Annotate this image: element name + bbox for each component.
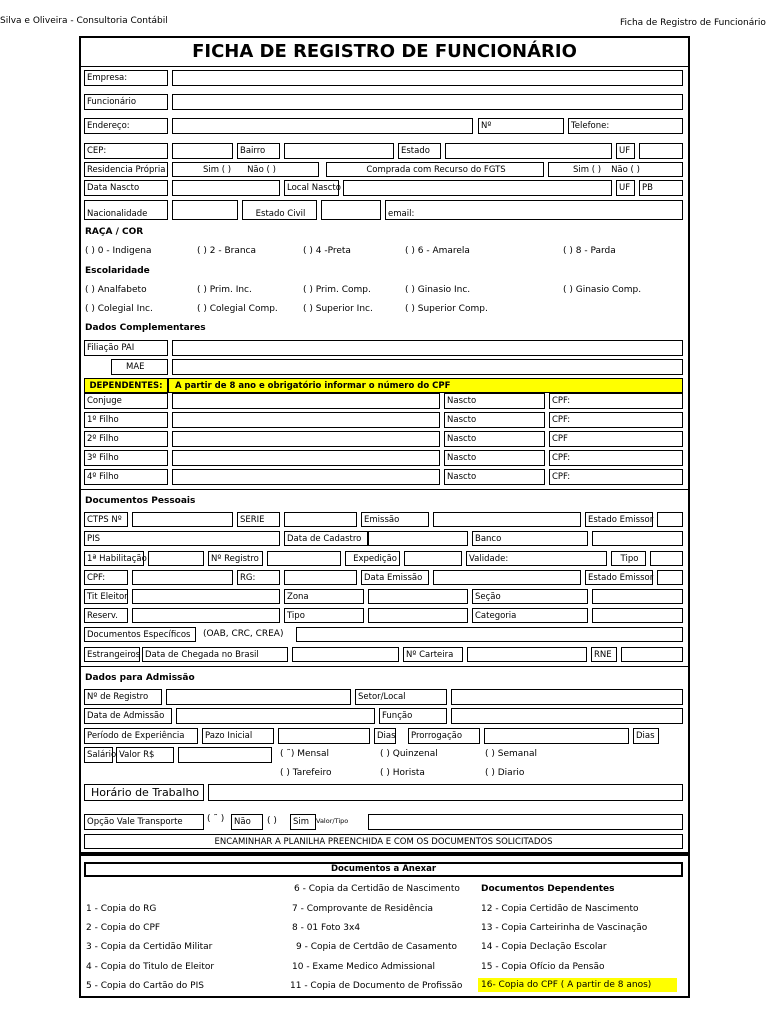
dep-nascto[interactable]: Nascto: [444, 431, 545, 447]
anexar-item: 10 - Exame Medico Admissional: [292, 962, 436, 972]
serie-label: SERIE: [237, 512, 280, 527]
cpf-label: CPF:: [84, 570, 128, 585]
dep-cpf[interactable]: CPF:: [549, 469, 683, 485]
rne-label: RNE: [591, 647, 617, 662]
vale-nao-label[interactable]: Não: [231, 814, 263, 830]
data-adm-label: Data de Admissão: [84, 708, 172, 724]
n-registro-field[interactable]: [267, 551, 341, 566]
habilitacao-label: 1ª Habilitação: [84, 551, 144, 566]
dependentes-label: DEPENDENTES:: [84, 378, 168, 393]
section-divider: [81, 489, 688, 490]
admissao-heading: Dados para Admissão: [85, 673, 195, 683]
empresa-label: Empresa:: [84, 70, 168, 86]
mae-field[interactable]: [172, 359, 683, 375]
anexar-item: 1 - Copia do RG: [86, 904, 157, 914]
pai-field[interactable]: [172, 340, 683, 356]
estado-emissor-field[interactable]: [657, 570, 683, 585]
salario-label: Salário: [84, 747, 113, 763]
secao-label: Seção: [472, 589, 588, 604]
data-nasc-label: Data Nascto: [84, 180, 168, 196]
categoria-field[interactable]: [592, 608, 683, 623]
doc-header: Ficha de Registro de Funcionário: [620, 18, 766, 28]
residencia-sim[interactable]: Sim ( ): [203, 165, 232, 175]
prorrogacao-label: Prorrogação: [408, 728, 480, 744]
anexar-title: Documentos a Anexar: [84, 862, 683, 877]
horario-field[interactable]: [208, 784, 683, 801]
pay-tarefeiro[interactable]: ( ) Tarefeiro: [280, 768, 332, 778]
dep-row-label-filho4: 4º Filho: [84, 469, 168, 485]
residencia-label: Residencia Própria: [84, 162, 168, 177]
funcao-label: Função: [379, 708, 447, 724]
dep-row-label-conjuge: Conjuge: [84, 393, 168, 409]
cep-field[interactable]: [172, 143, 233, 159]
dep-nascto[interactable]: Nascto: [444, 412, 545, 428]
serie-field[interactable]: [284, 512, 357, 527]
esc-colegial-inc[interactable]: ( ) Colegial Inc.: [85, 304, 153, 314]
ctps-label: CTPS Nº: [84, 512, 128, 527]
validade-field[interactable]: Validade:: [466, 551, 607, 566]
uf-label-2: UF: [616, 180, 635, 196]
nacionalidade-field[interactable]: [172, 200, 238, 220]
adm-n-registro-field[interactable]: [166, 689, 351, 705]
estado-civil-field[interactable]: [321, 200, 381, 220]
prorrogacao-field[interactable]: [484, 728, 629, 744]
complementares-heading: Dados Complementares: [85, 323, 206, 333]
anexar-item: 12 - Copia Certidão de Nascimento: [481, 904, 639, 914]
zona-label: Zona: [284, 589, 364, 604]
anexar-item: 7 - Comprovante de Residência: [292, 904, 434, 914]
empresa-field[interactable]: [172, 70, 683, 86]
anexar-item: 8 - 01 Foto 3x4: [292, 923, 361, 933]
uf-label: UF: [616, 143, 635, 159]
ctps-field[interactable]: [132, 512, 233, 527]
banco-field[interactable]: [592, 531, 683, 546]
expedicao-field[interactable]: [404, 551, 462, 566]
valor-tipo-label: Valor/Tipo: [316, 817, 349, 825]
fgts-nao[interactable]: Não ( ): [611, 165, 640, 175]
anexar-item: 6 - Copia da Certidão de Nascimento: [294, 884, 460, 894]
dep-nascto[interactable]: Nascto: [444, 393, 545, 409]
valor-field[interactable]: [178, 747, 272, 763]
esc-ginasio-inc[interactable]: ( ) Ginasio Inc.: [405, 285, 471, 295]
bairro-label: Bairro: [237, 143, 280, 159]
residencia-sim-nao[interactable]: [172, 162, 319, 177]
data-nasc-field[interactable]: [172, 180, 280, 196]
uf-field[interactable]: [639, 143, 683, 159]
rg-label: RG:: [237, 570, 280, 585]
estado-field[interactable]: [445, 143, 612, 159]
dep-cpf[interactable]: CPF:: [549, 412, 683, 428]
chegada-label: Data de Chegada no Brasil: [142, 647, 288, 662]
banco-label: Banco: [472, 531, 588, 546]
pai-label: Filiação PAI: [84, 340, 168, 356]
especificos-note: (OAB, CRC, CREA): [203, 629, 284, 639]
pis-field[interactable]: PIS: [84, 531, 280, 546]
zona-field[interactable]: [368, 589, 468, 604]
fgts-label: Comprada com Recurso do FGTS: [326, 162, 544, 177]
tit-eleitor-field[interactable]: [132, 589, 280, 604]
residencia-nao[interactable]: Não ( ): [247, 165, 276, 175]
anexar-dependentes-heading: Documentos Dependentes: [481, 884, 615, 894]
docs-heading: Documentos Pessoais: [85, 496, 196, 506]
tipo-label: Tipo: [611, 551, 646, 566]
dep-row-label-filho2: 2º Filho: [84, 431, 168, 447]
anexar-item-highlight: 16- Copia do CPF ( A partir de 8 anos): [478, 978, 677, 992]
raca-heading: RAÇA / COR: [85, 227, 144, 237]
pay-semanal[interactable]: ( ) Semanal: [485, 749, 537, 759]
prazo-label: Pazo Inicial: [202, 728, 274, 744]
anexar-item: 14 - Copia Declação Escolar: [481, 942, 607, 952]
anexar-item: 11 - Copia de Documento de Profissão: [290, 981, 463, 991]
cep-label: CEP:: [84, 143, 168, 159]
raca-indigena[interactable]: ( ) 0 - Indigena: [85, 246, 152, 256]
emissao-label: Emissão: [361, 512, 429, 527]
especificos-label: Documentos Específicos: [84, 627, 196, 642]
habilitacao-field[interactable]: [148, 551, 204, 566]
tipo2-label: Tipo: [284, 608, 364, 623]
rne-field[interactable]: [621, 647, 683, 662]
setor-field[interactable]: [451, 689, 683, 705]
dep-name-field[interactable]: [172, 469, 440, 485]
dias-label: Dias: [374, 728, 396, 744]
prazo-field[interactable]: [278, 728, 370, 744]
anexar-item: 3 - Copia da Certidão Militar: [86, 942, 213, 952]
mae-label: MAE: [111, 359, 168, 375]
funcionario-label: Funcionário: [84, 94, 168, 110]
estado-emissor-label: Estado Emissor: [585, 512, 653, 527]
fgts-sim[interactable]: Sim ( ): [573, 165, 602, 175]
email-field[interactable]: email:: [385, 200, 683, 220]
raca-amarela[interactable]: ( ) 6 - Amarela: [405, 246, 470, 256]
endereco-field[interactable]: [172, 118, 473, 134]
carteira-field[interactable]: [467, 647, 587, 662]
local-nasc-field[interactable]: [343, 180, 612, 196]
esc-prim-comp[interactable]: ( ) Prim. Comp.: [303, 285, 371, 295]
anexar-item: 5 - Copia do Cartão do PIS: [86, 981, 204, 991]
dependentes-note: A partir de 8 ano e obrigatório informar o número do CPF: [168, 378, 683, 393]
emissao-field[interactable]: [433, 512, 581, 527]
tit-eleitor-label: Tit Eleitor: [84, 589, 128, 604]
raca-branca[interactable]: ( ) 2 - Branca: [197, 246, 256, 256]
anexar-item: 15 - Copia Ofício da Pensão: [481, 962, 605, 972]
pay-diario[interactable]: ( ) Diario: [485, 768, 525, 778]
estado-civil-label: Estado Civil: [242, 200, 317, 220]
esc-ginasio-comp[interactable]: ( ) Ginasio Comp.: [563, 285, 642, 295]
vale-label: Opção Vale Transporte: [84, 814, 204, 830]
encaminhar-note: ENCAMINHAR A PLANILHA PREENCHIDA E COM OS DOCUMENTOS SOLICITADOS: [84, 834, 683, 849]
tipo-field[interactable]: [650, 551, 683, 566]
reserv-field[interactable]: [132, 608, 280, 623]
dep-name-field[interactable]: [172, 412, 440, 428]
esc-analfabeto[interactable]: ( ) Analfabeto: [85, 285, 147, 295]
raca-preta[interactable]: ( ) 4 -Preta: [303, 246, 351, 256]
raca-parda[interactable]: ( ) 8 - Parda: [563, 246, 616, 256]
anexar-item: 4 - Copia do Titulo de Eleitor: [86, 962, 215, 972]
anexar-item: 9 - Copia de Certdão de Casamento: [296, 942, 457, 952]
local-nasc-label: Local Nascto: [284, 180, 339, 196]
escolaridade-heading: Escolaridade: [85, 266, 150, 276]
dep-row-label-filho3: 3º Filho: [84, 450, 168, 466]
pay-quinzenal[interactable]: ( ) Quinzenal: [380, 749, 438, 759]
company-header: Silva e Oliveira - Consultoria Contábil: [0, 16, 168, 26]
especificos-field[interactable]: [296, 627, 683, 642]
secao-field[interactable]: [592, 589, 683, 604]
dep-name-field[interactable]: [172, 393, 440, 409]
fgts-sim-nao[interactable]: [548, 162, 683, 177]
bairro-field[interactable]: [284, 143, 394, 159]
data-emissao-field[interactable]: [433, 570, 581, 585]
telefone-label: Telefone:: [568, 118, 683, 134]
pay-horista[interactable]: ( ) Horista: [380, 768, 425, 778]
title-divider: [81, 66, 688, 67]
n-registro-label: Nº Registro: [208, 551, 263, 566]
numero-label: Nº: [478, 118, 564, 134]
nacionalidade-label: Nacionalidade: [84, 200, 168, 220]
carteira-label: Nº Carteira: [403, 647, 463, 662]
page-title: FICHA DE REGISTRO DE FUNCIONÁRIO: [192, 41, 577, 62]
valor-tipo-field[interactable]: [368, 814, 683, 830]
dep-cpf[interactable]: CPF: [549, 431, 683, 447]
estado-emissor-field[interactable]: [657, 512, 683, 527]
esc-colegial-comp[interactable]: ( ) Colegial Comp.: [197, 304, 278, 314]
funcao-field[interactable]: [451, 708, 683, 724]
estado-label: Estado: [398, 143, 441, 159]
esc-superior-inc[interactable]: ( ) Superior Inc.: [303, 304, 373, 314]
horario-label: Horário de Trabalho: [84, 784, 204, 801]
dep-nascto[interactable]: Nascto: [444, 450, 545, 466]
dep-cpf[interactable]: CPF:: [549, 450, 683, 466]
dep-name-field[interactable]: [172, 450, 440, 466]
estrangeiros-label: Estrangeiros: [84, 647, 140, 662]
categoria-label: Categoria: [472, 608, 588, 623]
expedicao-label: Expedição: [345, 551, 400, 566]
funcionario-field[interactable]: [172, 94, 683, 110]
anexar-item: 2 - Copia do CPF: [86, 923, 161, 933]
data-adm-field[interactable]: [176, 708, 375, 724]
valor-label: Valor R$: [116, 747, 174, 763]
vale-nao-option[interactable]: ( ˜ ): [207, 814, 225, 824]
uf-value[interactable]: PB: [639, 180, 683, 196]
dep-row-label-filho1: 1º Filho: [84, 412, 168, 428]
tipo2-field[interactable]: [368, 608, 468, 623]
reserv-label: Reserv.: [84, 608, 128, 623]
dep-name-field[interactable]: [172, 431, 440, 447]
data-cadastro-field[interactable]: [368, 531, 468, 546]
dep-nascto[interactable]: Nascto: [444, 469, 545, 485]
setor-label: Setor/Local: [355, 689, 447, 705]
anexar-item: 13 - Copia Carteirinha de Vascinação: [481, 923, 648, 933]
vale-sim-label[interactable]: Sim: [290, 814, 316, 830]
dep-cpf[interactable]: CPF:: [549, 393, 683, 409]
cpf-field[interactable]: [132, 570, 233, 585]
estado-emissor-label: Estado Emissor: [585, 570, 653, 585]
pay-mensal[interactable]: ( ˜) Mensal: [280, 749, 329, 759]
dias2-label: Dias: [633, 728, 659, 744]
section-divider: [81, 666, 688, 667]
esc-superior-comp[interactable]: ( ) Superior Comp.: [405, 304, 488, 314]
esc-prim-inc[interactable]: ( ) Prim. Inc.: [197, 285, 252, 295]
endereco-label: Endereço:: [84, 118, 168, 134]
vale-sim-option[interactable]: ( ): [267, 816, 277, 826]
adm-n-registro-label: Nº de Registro: [84, 689, 162, 705]
data-cadastro-label: Data de Cadastro: [284, 531, 368, 546]
chegada-field[interactable]: [292, 647, 399, 662]
periodo-label: Período de Experiência: [84, 728, 198, 744]
rg-field[interactable]: [284, 570, 357, 585]
data-emissao-label: Data Emissão: [361, 570, 429, 585]
